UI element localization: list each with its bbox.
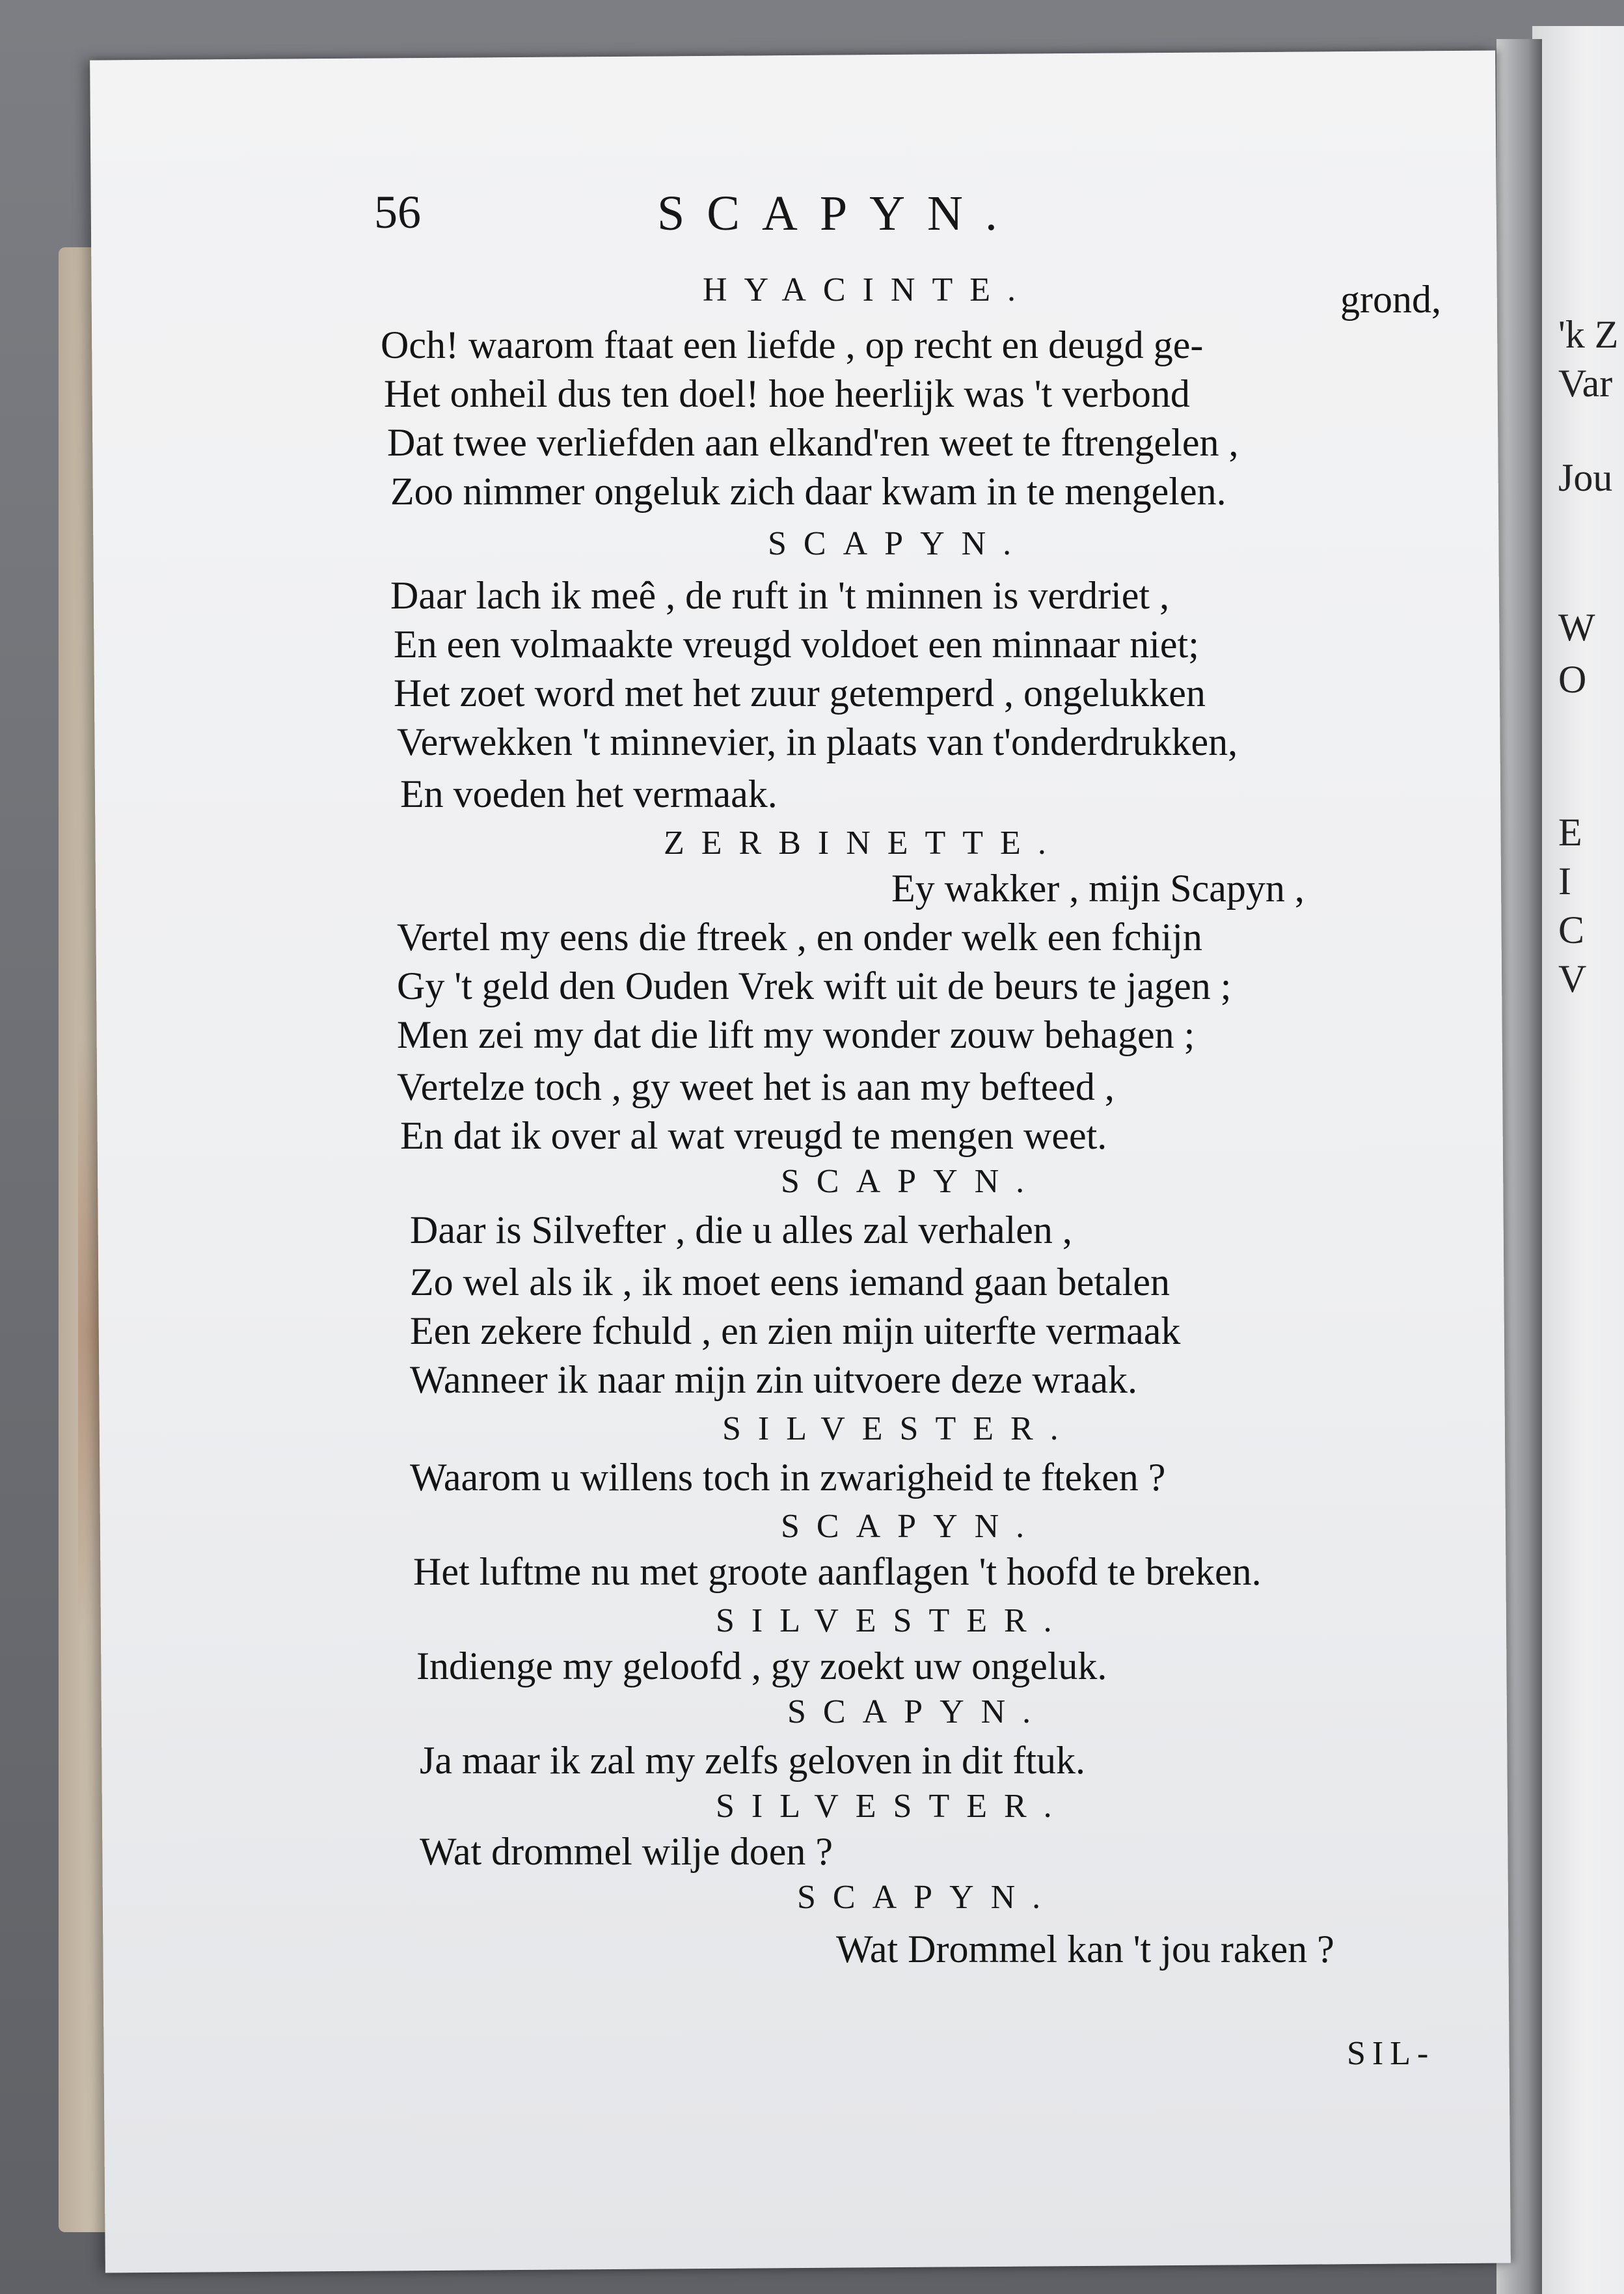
verse-line: Och! waarom ftaat een liefde , op recht en deugd ge- xyxy=(381,323,1204,366)
verse-line: Gy 't geld den Ouden Vrek wift uit de beurs te jagen ; xyxy=(397,964,1232,1007)
verse-line: Het luftme nu met groote aanflagen 't hoofd te breken. xyxy=(413,1550,1262,1593)
facing-page-fragment: C xyxy=(1558,908,1585,951)
verse-line: En dat ik over al wat vreugd te mengen weet. xyxy=(400,1114,1107,1157)
facing-page-fragment: Var xyxy=(1558,362,1613,405)
verse-line: Het onheil dus ten doel! hoe heerlijk was 't verbond xyxy=(384,372,1190,415)
speaker-heading: SILVESTER. xyxy=(716,1788,1069,1825)
speaker-heading: SILVESTER. xyxy=(716,1602,1069,1639)
verse-line: Zo wel als ik , ik moet eens iemand gaan betalen xyxy=(410,1261,1170,1304)
facing-page-fragment: 'k Z xyxy=(1558,313,1619,356)
verse-line: Ey wakker , mijn Scapyn , xyxy=(891,867,1305,910)
verse-line: Men zei my dat die lift my wonder zouw behagen ; xyxy=(397,1013,1195,1056)
verse-line: Vertelze toch , gy weet het is aan my befteed , xyxy=(397,1065,1115,1108)
facing-page-fragment: O xyxy=(1558,658,1587,701)
facing-page-fragment: W xyxy=(1558,606,1595,649)
speaker-heading: SCAPYN. xyxy=(768,525,1029,562)
speaker-heading: ZERBINETTE. xyxy=(664,825,1063,862)
verse-line: Een zekere fchuld , en zien mijn uiterfte vermaak xyxy=(410,1309,1181,1352)
verse-line: Daar lach ik meê , de ruft in 't minnen is verdriet , xyxy=(390,574,1170,617)
catchword: SIL- xyxy=(1347,2035,1435,2072)
verse-line: Wat Drommel kan 't jou raken ? xyxy=(836,1928,1334,1971)
speaker-heading: SCAPYN. xyxy=(787,1693,1048,1730)
verse-line: Waarom u willens toch in zwarigheid te fteken ? xyxy=(410,1456,1166,1499)
speaker-heading: HYACINTE. xyxy=(703,271,1033,308)
speaker-heading: SCAPYN. xyxy=(781,1163,1042,1200)
page-number: 56 xyxy=(374,186,421,238)
verse-line: grond, xyxy=(1340,278,1441,321)
verse-line: En voeden het vermaak. xyxy=(400,772,778,815)
verse-line: Daar is Silvefter , die u alles zal verhalen , xyxy=(410,1208,1072,1251)
verse-line: Vertel my eens die ftreek , en onder welk een fchijn xyxy=(397,916,1202,959)
verse-line: Het zoet word met het zuur getemperd , ongelukken xyxy=(394,672,1206,715)
verse-line: Indienge my geloofd , gy zoekt uw ongeluk. xyxy=(416,1645,1107,1687)
speaker-heading: SILVESTER. xyxy=(722,1410,1076,1447)
verse-line: Zoo nimmer ongeluk zich daar kwam in te mengelen. xyxy=(390,470,1226,513)
verse-line: Wanneer ik naar mijn zin uitvoere deze wraak. xyxy=(410,1358,1137,1401)
speaker-heading: SCAPYN. xyxy=(781,1508,1042,1545)
facing-page-fragment: Jou xyxy=(1558,456,1613,499)
verse-line: En een volmaakte vreugd voldoet een minnaar niet; xyxy=(394,623,1199,666)
facing-page-fragment: I xyxy=(1558,860,1571,903)
facing-page-fragment: E xyxy=(1558,811,1582,854)
verse-line: Wat drommel wilje doen ? xyxy=(420,1830,833,1873)
verse-line: Verwekken 't minnevier, in plaats van t'onderdrukken, xyxy=(397,720,1238,763)
facing-page-fragment: V xyxy=(1558,957,1587,1000)
verse-line: Dat twee verliefden aan elkand'ren weet te ftrengelen , xyxy=(387,421,1239,464)
running-head: SCAPYN. xyxy=(657,186,1020,241)
verse-line: Ja maar ik zal my zelfs geloven in dit ftuk. xyxy=(420,1739,1086,1782)
speaker-heading: SCAPYN. xyxy=(797,1879,1058,1916)
